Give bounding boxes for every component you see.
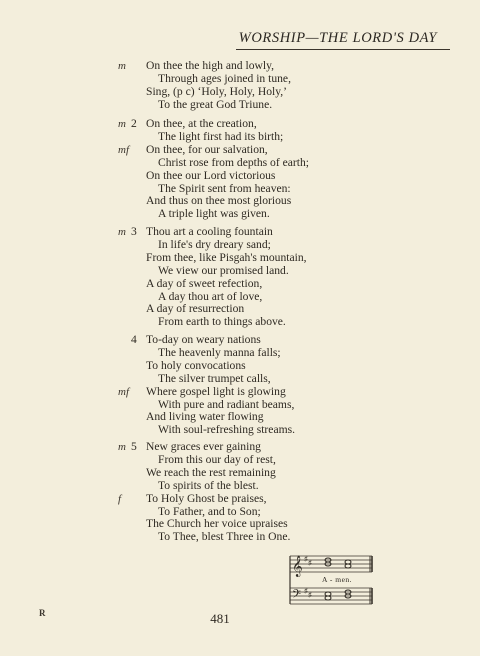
- hymn-line: We view our promised land.: [158, 263, 289, 277]
- hymn-line: The heavenly manna falls;: [158, 345, 281, 359]
- svg-text:♯: ♯: [308, 591, 312, 599]
- dynamic-mark: m: [118, 441, 126, 453]
- svg-text:𝄢: 𝄢: [292, 588, 302, 604]
- hymn-line: We reach the rest remaining: [146, 465, 276, 479]
- hymn-line: The silver trumpet calls,: [158, 371, 271, 385]
- verse-number: 3: [131, 225, 137, 238]
- header-title: WORSHIP—THE LORD'S DAY: [238, 30, 437, 46]
- dynamic-mark: mf: [118, 385, 129, 398]
- hymn-line: On thee the high and lowly,: [146, 59, 275, 72]
- hymn-line: And living water flowing: [146, 410, 264, 424]
- svg-text:♯: ♯: [304, 555, 308, 563]
- svg-text:♯: ♯: [308, 559, 312, 567]
- hymn-line: To holy convocations: [146, 358, 246, 372]
- svg-text:♯: ♯: [304, 587, 308, 595]
- dynamic-mark: f: [118, 492, 122, 505]
- hymn-line: To-day on weary nations: [146, 333, 261, 346]
- hymn-line: From this our day of rest,: [158, 452, 276, 466]
- dynamic-mark: m: [118, 60, 126, 72]
- hymn-line: With soul-refreshing streams.: [158, 423, 296, 437]
- hymn-line: The light first had its birth;: [158, 129, 284, 143]
- hymn-line: On thee, at the creation,: [146, 117, 257, 130]
- hymn-line: Thou art a cooling fountain: [146, 225, 273, 238]
- dynamic-mark: m: [118, 226, 126, 238]
- amen-lyric: A - men.: [322, 575, 353, 584]
- hymn-line: To Holy Ghost be praises,: [146, 491, 267, 505]
- hymn-line: With pure and radiant beams,: [158, 397, 295, 411]
- verse-number: 5: [131, 440, 137, 453]
- hymn-line: Through ages joined in tune,: [158, 71, 291, 85]
- hymn-line: Sing, (p c) ‘Holy, Holy, Holy,’: [146, 84, 288, 98]
- hymn-line: On thee, for our salvation,: [146, 142, 268, 156]
- hymn-line: A day of sweet refection,: [146, 276, 263, 290]
- hymn-line: In life's dry dreary sand;: [158, 237, 271, 251]
- hymn-line: A day of resurrection: [146, 302, 245, 316]
- hymn-line: Where gospel light is glowing: [146, 384, 286, 398]
- hymn-line: To the great God Triune.: [158, 97, 273, 111]
- verse-number: 2: [131, 117, 137, 130]
- hymn-line: The Spirit sent from heaven:: [158, 181, 291, 195]
- verse-number: 4: [131, 333, 137, 346]
- hymn-line: A triple light was given.: [158, 207, 270, 221]
- header-rule: [236, 49, 450, 50]
- hymn-line: New graces ever gaining: [146, 440, 261, 453]
- footer-mark: R: [39, 608, 46, 618]
- hymn-line: On thee our Lord victorious: [146, 168, 276, 182]
- dynamic-mark: mf: [118, 143, 129, 156]
- hymn-line: To Father, and to Son;: [158, 504, 261, 518]
- dynamic-mark: m: [118, 118, 126, 130]
- hymn-line: The Church her voice upraises: [146, 517, 288, 531]
- hymn-line: And thus on thee most glorious: [146, 194, 292, 208]
- page-number: 481: [210, 611, 230, 626]
- svg-text:𝄞: 𝄞: [292, 556, 303, 577]
- hymn-line: From thee, like Pisgah's mountain,: [146, 250, 307, 264]
- hymn-line: From earth to things above.: [158, 315, 286, 329]
- hymn-line: To spirits of the blest.: [158, 478, 259, 492]
- hymn-line: To Thee, blest Three in One.: [158, 530, 291, 544]
- hymn-line: Christ rose from depths of earth;: [158, 155, 310, 169]
- hymn-line: A day thou art of love,: [158, 289, 263, 303]
